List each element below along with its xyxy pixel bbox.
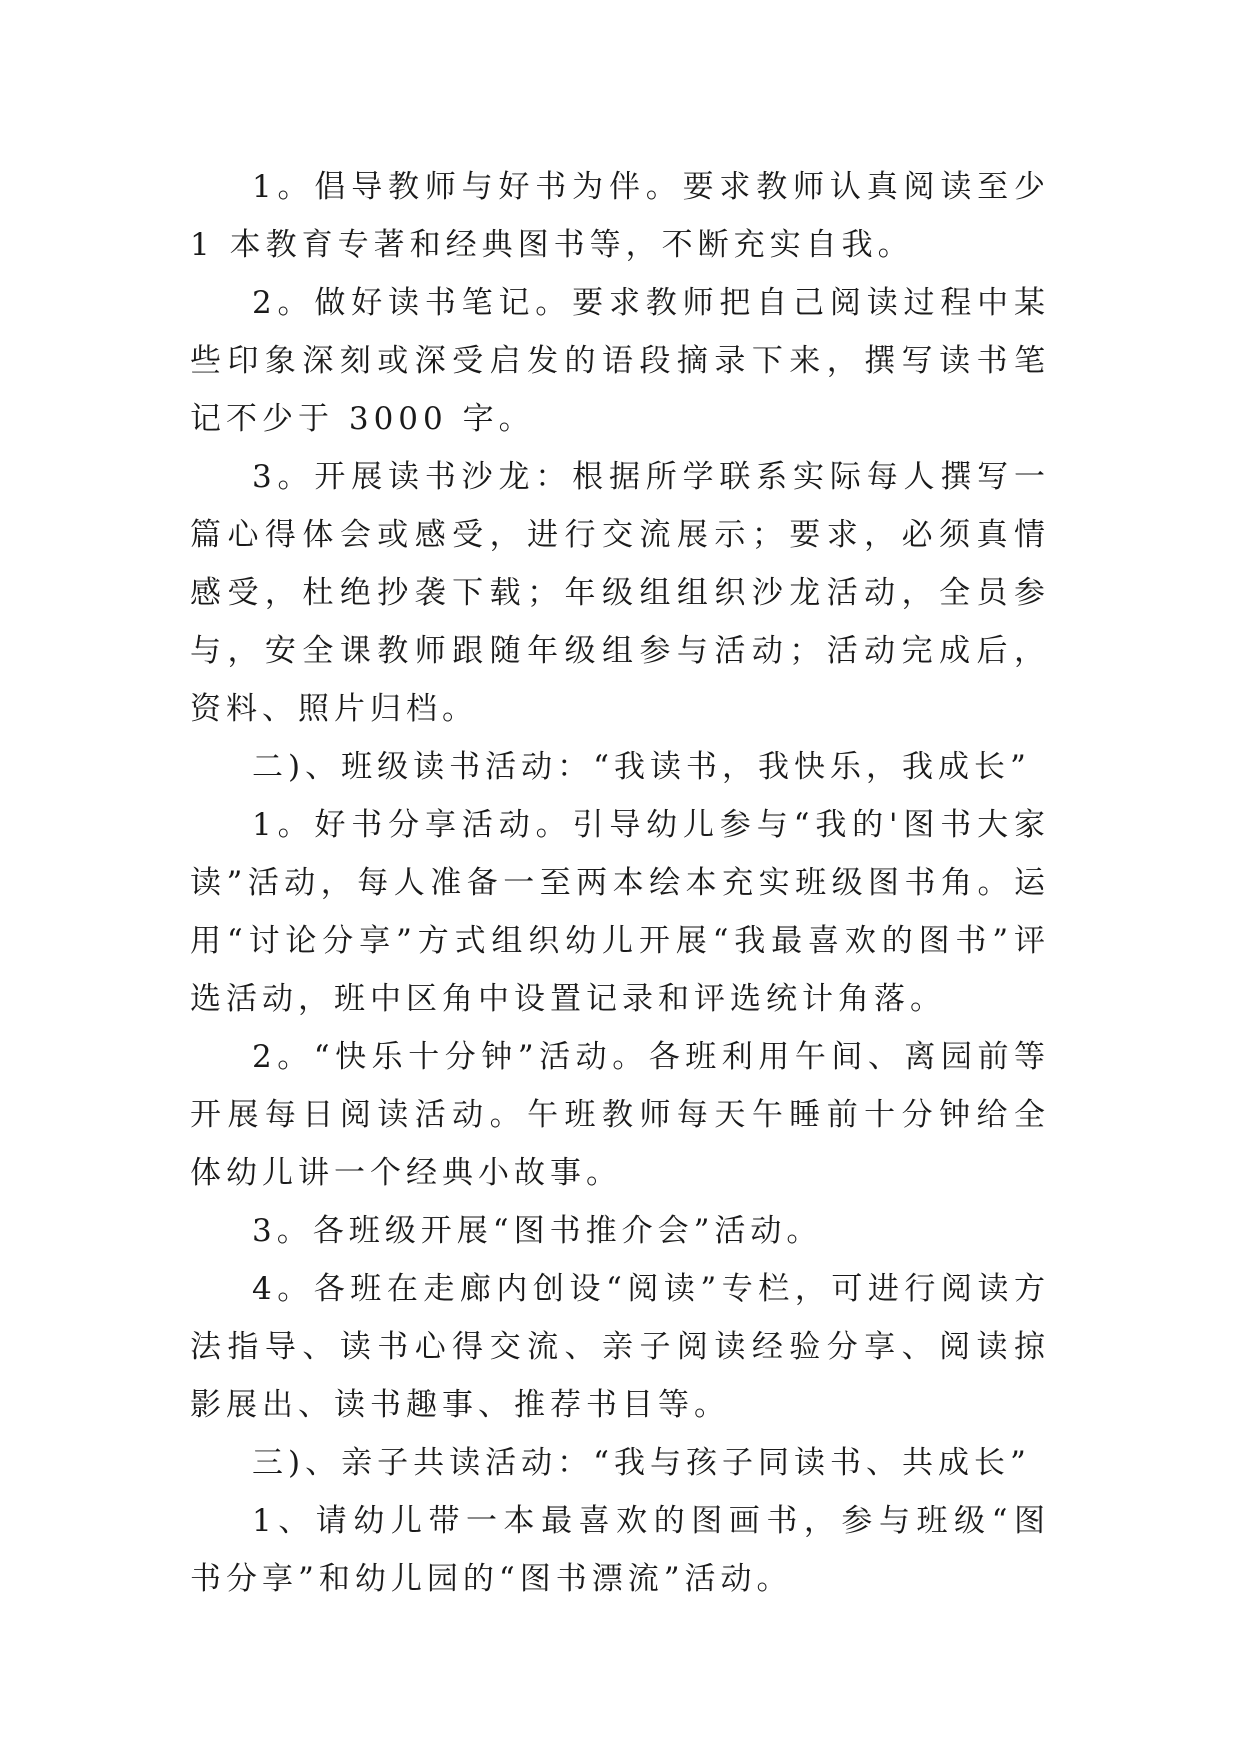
document-body	[190, 158, 1050, 1608]
paragraph-book-sharing: 1。好书分享活动。引导幼儿参与“我的'图书大家读”活动，每人准备一至两本绘本充实班级图书角。运用“讨论分享”方式组织幼儿开展“我最喜欢的图书”评选活动，班中区角中设置记录和评选统计角落。	[190, 807, 1050, 1017]
paragraph-happy-ten-minutes: 2。“快乐十分钟”活动。各班利用午间、离园前等开展每日阅读活动。午班教师每天午睡前十分钟给全体幼儿讲一个经典小故事。	[190, 1039, 1050, 1191]
paragraph-reading-salon: 3。开展读书沙龙：根据所学联系实际每人撰写一篇心得体会或感受，进行交流展示；要求，必须真情感受，杜绝抄袭下载；年级组组织沙龙活动，全员参与，安全课教师跟随年级组参与活动；活动完成后，资料、照片归档。	[190, 459, 1050, 727]
paragraph-reading-column: 4。各班在走廊内创设“阅读”专栏，可进行阅读方法指导、读书心得交流、亲子阅读经验分享、阅读掠影展出、读书趣事、推荐书目等。	[190, 1271, 1050, 1423]
section-heading-parent-child-reading: 三)、亲子共读活动：“我与孩子同读书、共成长”	[252, 1445, 1031, 1481]
paragraph-picture-book: 1、请幼儿带一本最喜欢的图画书，参与班级“图书分享”和幼儿园的“图书漂流”活动。	[190, 1503, 1050, 1597]
paragraph-teacher-reading: 1。倡导教师与好书为伴。要求教师认真阅读至少 1 本教育专著和经典图书等，不断充实自我。	[190, 169, 1050, 263]
section-heading-class-reading: 二)、班级读书活动：“我读书，我快乐，我成长”	[252, 749, 1031, 785]
paragraph-book-promotion: 3。各班级开展“图书推介会”活动。	[252, 1213, 823, 1249]
paragraph-reading-notes: 2。做好读书笔记。要求教师把自己阅读过程中某些印象深刻或深受启发的语段摘录下来，撰写读书笔记不少于 3000 字。	[190, 285, 1050, 437]
